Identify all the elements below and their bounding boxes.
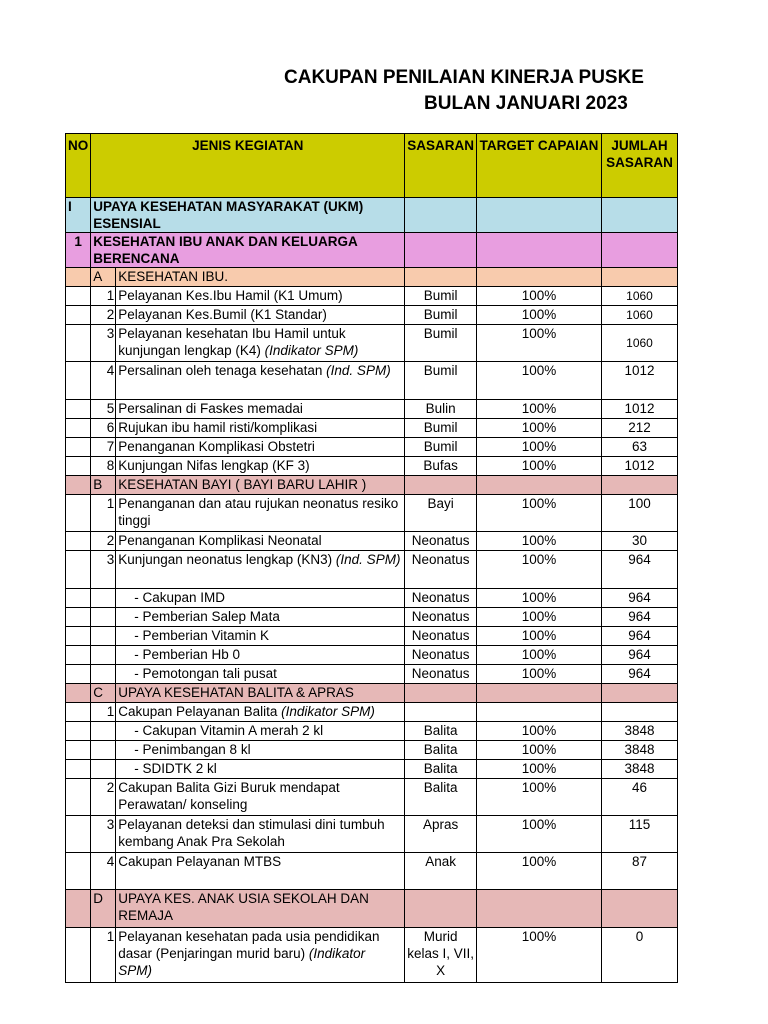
row-target: 100% [477,438,602,457]
row-jumlah: 964 [602,551,678,589]
row-activity [116,853,405,890]
table-row [66,362,678,400]
activity-text: Rujukan ibu hamil risti/komplikasi [118,420,318,435]
report-subtitle: BULAN JANUARI 2023 [424,93,628,114]
table-row [66,665,678,684]
table-row [66,779,678,816]
row-activity [116,551,405,589]
row-sasaran: Balita [405,760,477,779]
row-target: 100% [477,551,602,589]
table-row [66,551,678,589]
row-sasaran: Bumil [405,362,477,400]
activity-text: - SDIDTK 2 kl [134,761,217,776]
subsection-row [66,476,678,495]
row-jumlah: 212 [602,419,678,438]
row-sasaran: Neonatus [405,589,477,608]
row-jumlah: 1060 [602,325,678,362]
subsection-label: UPAYA KESEHATAN BALITA & APRAS [116,684,405,703]
table-row [66,646,678,665]
row-activity [116,816,405,853]
header-target-capaian: TARGET CAPAIAN [477,134,602,198]
row-number: 2 [91,532,116,551]
row-number: 3 [91,551,116,589]
row-activity [116,438,405,457]
row-number: 4 [91,362,116,400]
row-sasaran: Bumil [405,325,477,362]
row-jumlah: 1060 [602,287,678,306]
activity-note: (Indikator SPM) [264,343,359,358]
row-number [91,741,116,760]
row-target: 100% [477,532,602,551]
table-header-row [66,134,678,198]
row-target: 100% [477,287,602,306]
row-target: 100% [477,325,602,362]
row-target: 100% [477,400,602,419]
row-jumlah: 30 [602,532,678,551]
activity-text: Pelayanan Kes.Bumil (K1 Standar) [118,307,327,322]
row-number [91,760,116,779]
row-number: 1 [91,495,116,532]
row-jumlah: 3848 [602,760,678,779]
row-number [91,665,116,684]
row-activity [116,419,405,438]
subsection-code: C [91,684,116,703]
row-activity [116,306,405,325]
subsection-row [66,684,678,703]
report-title: CAKUPAN PENILAIAN KINERJA PUSKE [284,67,644,88]
row-target: 100% [477,816,602,853]
table-row [66,325,678,362]
activity-text: Pelayanan Kes.Ibu Hamil (K1 Umum) [118,288,343,303]
row-sasaran: Neonatus [405,646,477,665]
activity-text: - Pemberian Vitamin K [134,628,270,643]
row-sasaran: Bumil [405,287,477,306]
row-sasaran: Balita [405,741,477,760]
row-number: 1 [91,287,116,306]
row-target [477,703,602,722]
activity-text: - Pemotongan tali pusat [134,666,277,681]
table-row [66,287,678,306]
activity-text: Penanganan Komplikasi Obstetri [118,439,315,454]
activity-text: Kunjungan neonatus lengkap (KN3) [118,552,333,567]
row-sasaran: Bayi [405,495,477,532]
row-sasaran: Bumil [405,306,477,325]
header-jenis-kegiatan: JENIS KEGIATAN [91,134,405,198]
row-number: 2 [91,779,116,816]
row-number: 3 [91,325,116,362]
row-target: 100% [477,646,602,665]
table-row [66,457,678,476]
activity-text: - Penimbangan 8 kl [134,742,251,757]
row-sasaran: Bumil [405,419,477,438]
row-jumlah: 3848 [602,741,678,760]
row-jumlah: 1012 [602,400,678,419]
subsection-row [66,890,678,928]
row-jumlah: 46 [602,779,678,816]
row-jumlah: 1012 [602,457,678,476]
row-number [91,627,116,646]
activity-text: Kunjungan Nifas lengkap (KF 3) [118,458,310,473]
table-row [66,495,678,532]
table-row [66,853,678,890]
row-jumlah: 3848 [602,722,678,741]
activity-note: (Ind. SPM) [326,363,391,378]
table-row [66,608,678,627]
row-sasaran: Bufas [405,457,477,476]
row-activity [116,495,405,532]
section-no: 1 [66,233,91,268]
subsection-code: B [91,476,116,495]
activity-text: Penanganan dan atau rujukan neonatus resiko tinggi [118,496,399,528]
activity-text: Cakupan Pelayanan Balita [118,704,278,719]
row-jumlah: 964 [602,589,678,608]
row-activity [116,779,405,816]
activity-text: Pelayanan kesehatan Ibu Hamil untuk kunjungan lengkap (K4) [118,326,346,358]
row-target: 100% [477,419,602,438]
table-row [66,589,678,608]
row-jumlah [602,703,678,722]
row-sasaran: Bulin [405,400,477,419]
row-sasaran: Murid kelas I, VII, X [405,928,477,983]
subsection-label: KESEHATAN BAYI ( BAYI BARU LAHIR ) [116,476,405,495]
row-activity [116,532,405,551]
row-sasaran: Balita [405,722,477,741]
row-number: 2 [91,306,116,325]
header-jumlah-sasaran: JUMLAH SASARAN [602,134,678,198]
table-row [66,703,678,722]
table-row [66,741,678,760]
row-jumlah: 964 [602,608,678,627]
row-activity [116,457,405,476]
row-sasaran: Bumil [405,438,477,457]
activity-note: (Indikator SPM) [118,946,366,978]
row-activity [116,703,405,722]
activity-text: Pelayanan kesehatan pada usia pendidikan dasar (Penjaringan murid baru) [118,929,380,961]
row-number [91,589,116,608]
row-target: 100% [477,589,602,608]
row-jumlah: 964 [602,665,678,684]
section-row-ukm [66,198,678,233]
row-jumlah: 1060 [602,306,678,325]
section-label: KESEHATAN IBU ANAK DAN KELUARGA BERENCANA [91,233,405,268]
row-activity [116,928,405,983]
header-no: NO [66,134,91,198]
activity-text: Cakupan Balita Gizi Buruk mendapat Perawatan/ konseling [118,780,340,812]
section-label: UPAYA KESEHATAN MASYARAKAT (UKM) ESENSIAL [91,198,405,233]
row-activity [116,400,405,419]
activity-text: Pelayanan deteksi dan stimulasi dini tumbuh kembang Anak Pra Sekolah [118,817,385,849]
row-sasaran: Neonatus [405,608,477,627]
row-sasaran: Neonatus [405,551,477,589]
row-target: 100% [477,760,602,779]
row-activity [116,760,405,779]
row-sasaran: Apras [405,816,477,853]
row-number: 6 [91,419,116,438]
activity-text: - Pemberian Hb 0 [134,647,241,662]
subsection-label: UPAYA KES. ANAK USIA SEKOLAH DAN REMAJA [116,890,405,928]
row-jumlah: 115 [602,816,678,853]
subsection-row [66,268,678,287]
row-target: 100% [477,306,602,325]
row-number: 1 [91,703,116,722]
row-activity [116,589,405,608]
row-target: 100% [477,608,602,627]
activity-note: (Indikator SPM) [281,704,375,719]
activity-text: - Pemberian Salep Mata [134,609,280,624]
row-number: 3 [91,816,116,853]
row-activity [116,287,405,306]
section-row-kia-kb [66,233,678,268]
row-sasaran: Neonatus [405,532,477,551]
row-jumlah: 964 [602,646,678,665]
subsection-code: A [91,268,116,287]
table-row [66,400,678,419]
activity-text: Persalinan di Faskes memadai [118,401,303,416]
table-row [66,816,678,853]
header-sasaran: SASARAN [405,134,477,198]
row-activity [116,646,405,665]
row-number: 4 [91,853,116,890]
row-jumlah: 63 [602,438,678,457]
row-jumlah: 1012 [602,362,678,400]
row-sasaran: Anak [405,853,477,890]
kinerja-table [65,133,678,983]
row-target: 100% [477,362,602,400]
row-number: 7 [91,438,116,457]
table-row [66,306,678,325]
row-activity [116,627,405,646]
row-activity [116,665,405,684]
row-number: 8 [91,457,116,476]
activity-text: Cakupan Pelayanan MTBS [118,854,282,869]
table-row [66,438,678,457]
activity-text: - Cakupan IMD [134,590,226,605]
row-sasaran: Neonatus [405,627,477,646]
row-target: 100% [477,665,602,684]
table-row [66,760,678,779]
row-target: 100% [477,457,602,476]
row-jumlah: 964 [602,627,678,646]
row-sasaran: Balita [405,779,477,816]
row-activity [116,722,405,741]
table-row [66,627,678,646]
row-jumlah: 87 [602,853,678,890]
row-target: 100% [477,722,602,741]
row-number [91,722,116,741]
row-number: 1 [91,928,116,983]
activity-text: Persalinan oleh tenaga kesehatan [118,363,323,378]
row-target: 100% [477,928,602,983]
table-row [66,532,678,551]
table-row [66,722,678,741]
row-activity [116,608,405,627]
activity-text: Penanganan Komplikasi Neonatal [118,533,322,548]
table-row [66,419,678,438]
row-number [91,608,116,627]
table-row [66,928,678,983]
row-activity [116,741,405,760]
subsection-label: KESEHATAN IBU. [116,268,405,287]
row-sasaran [405,703,477,722]
row-jumlah: 100 [602,495,678,532]
row-target: 100% [477,495,602,532]
row-activity [116,325,405,362]
row-target: 100% [477,741,602,760]
subsection-code: D [91,890,116,928]
activity-note: (Ind. SPM) [335,552,401,567]
row-sasaran: Neonatus [405,665,477,684]
activity-text: - Cakupan Vitamin A merah 2 kl [134,723,324,738]
row-number: 5 [91,400,116,419]
row-target: 100% [477,779,602,816]
section-no: I [66,198,91,233]
row-number [91,646,116,665]
row-target: 100% [477,627,602,646]
row-jumlah: 0 [602,928,678,983]
row-activity [116,362,405,400]
row-target: 100% [477,853,602,890]
